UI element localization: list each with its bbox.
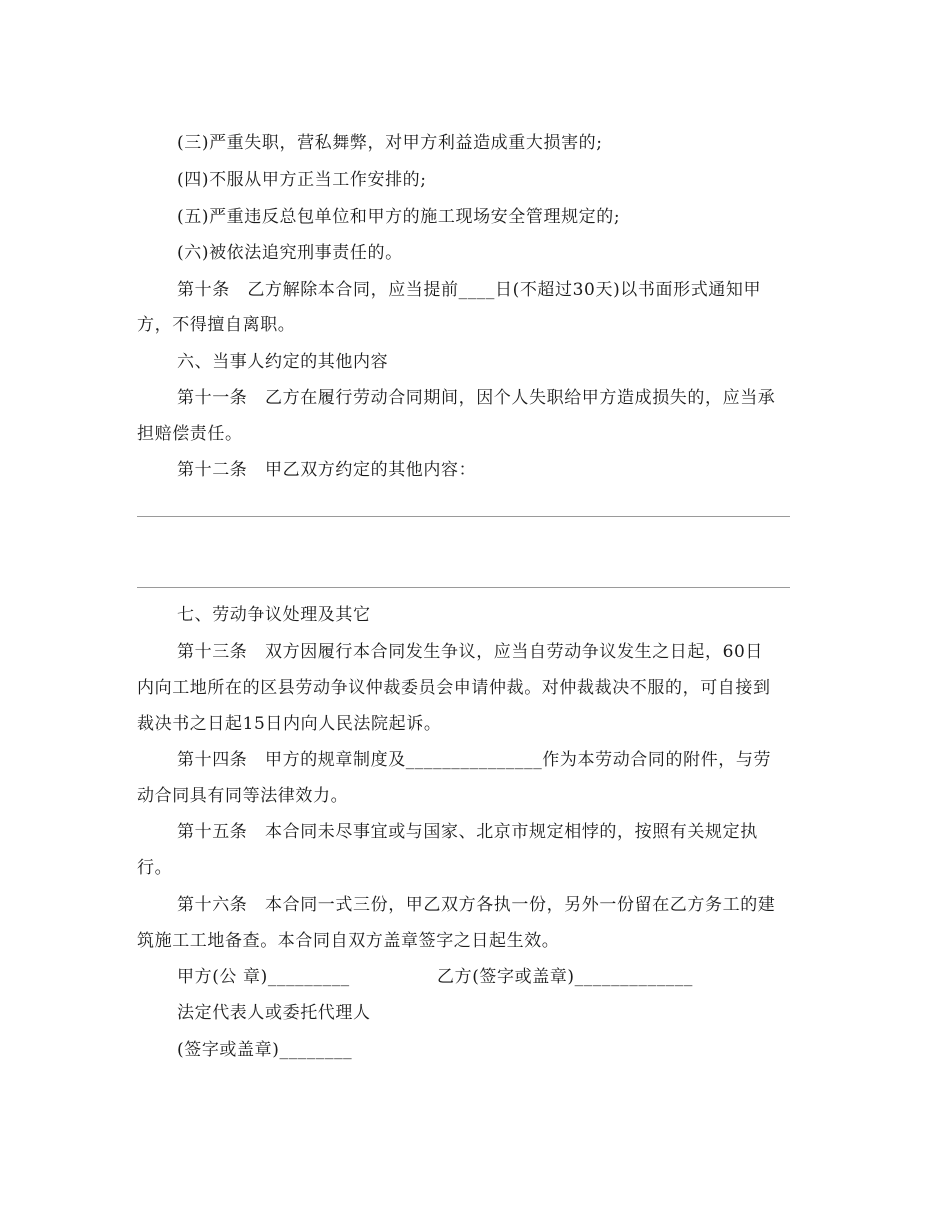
party-a-signature: 甲方(公 章)_________ <box>177 967 350 987</box>
section-6-heading: 六、当事人约定的其他内容 <box>177 352 389 372</box>
section-7-heading: 七、劳动争议处理及其它 <box>177 605 371 625</box>
article-10-line-2: 方，不得擅自离职。 <box>137 315 296 335</box>
article-12-line-1: 第十二条 甲乙双方约定的其他内容： <box>177 460 477 480</box>
article-16-line-1: 第十六条 本合同一式三份，甲乙双方各执一份，另外一份留在乙方务工的建 <box>177 895 776 915</box>
article-11-line-2: 担赔偿责任。 <box>137 424 243 444</box>
clause-item-5: (五)严重违反总包单位和甲方的施工现场安全管理规定的; <box>177 207 621 227</box>
article-13-line-2: 内向工地所在的区县劳动争议仲裁委员会申请仲裁。对仲裁裁决不服的，可自接到 <box>137 678 771 698</box>
article-13-line-3: 裁决书之日起15日内向人民法院起诉。 <box>137 714 442 734</box>
article-15-line-1: 第十五条 本合同未尽事宜或与国家、北京市规定相悖的，按照有关规定执 <box>177 822 758 842</box>
party-b-signature: 乙方(签字或盖章)_____________ <box>437 967 693 987</box>
clause-item-4: (四)不服从甲方正当工作安排的; <box>177 170 427 190</box>
article-15-line-2: 行。 <box>137 858 173 878</box>
article-11-line-1: 第十一条 乙方在履行劳动合同期间，因个人失职给甲方造成损失的，应当承 <box>177 388 776 408</box>
article-13-line-1: 第十三条 双方因履行本合同发生争议，应当自劳动争议发生之日起，60日 <box>177 642 764 662</box>
representative-signature: (签字或盖章)________ <box>177 1040 353 1060</box>
clause-item-6: (六)被依法追究刑事责任的。 <box>177 243 403 263</box>
legal-representative-label: 法定代表人或委托代理人 <box>177 1003 371 1023</box>
blank-fill-line-1 <box>137 516 790 517</box>
blank-fill-line-2 <box>137 587 790 588</box>
article-16-line-2: 筑施工工地备查。本合同自双方盖章签字之日起生效。 <box>137 931 560 951</box>
article-14-line-1: 第十四条 甲方的规章制度及_______________作为本劳动合同的附件，与劳 <box>177 750 772 770</box>
article-10-line-1: 第十条 乙方解除本合同，应当提前____日(不超过30天)以书面形式通知甲 <box>177 280 762 300</box>
article-14-line-2: 动合同具有同等法律效力。 <box>137 786 349 806</box>
clause-item-3: (三)严重失职，营私舞弊，对甲方利益造成重大损害的; <box>177 133 603 153</box>
